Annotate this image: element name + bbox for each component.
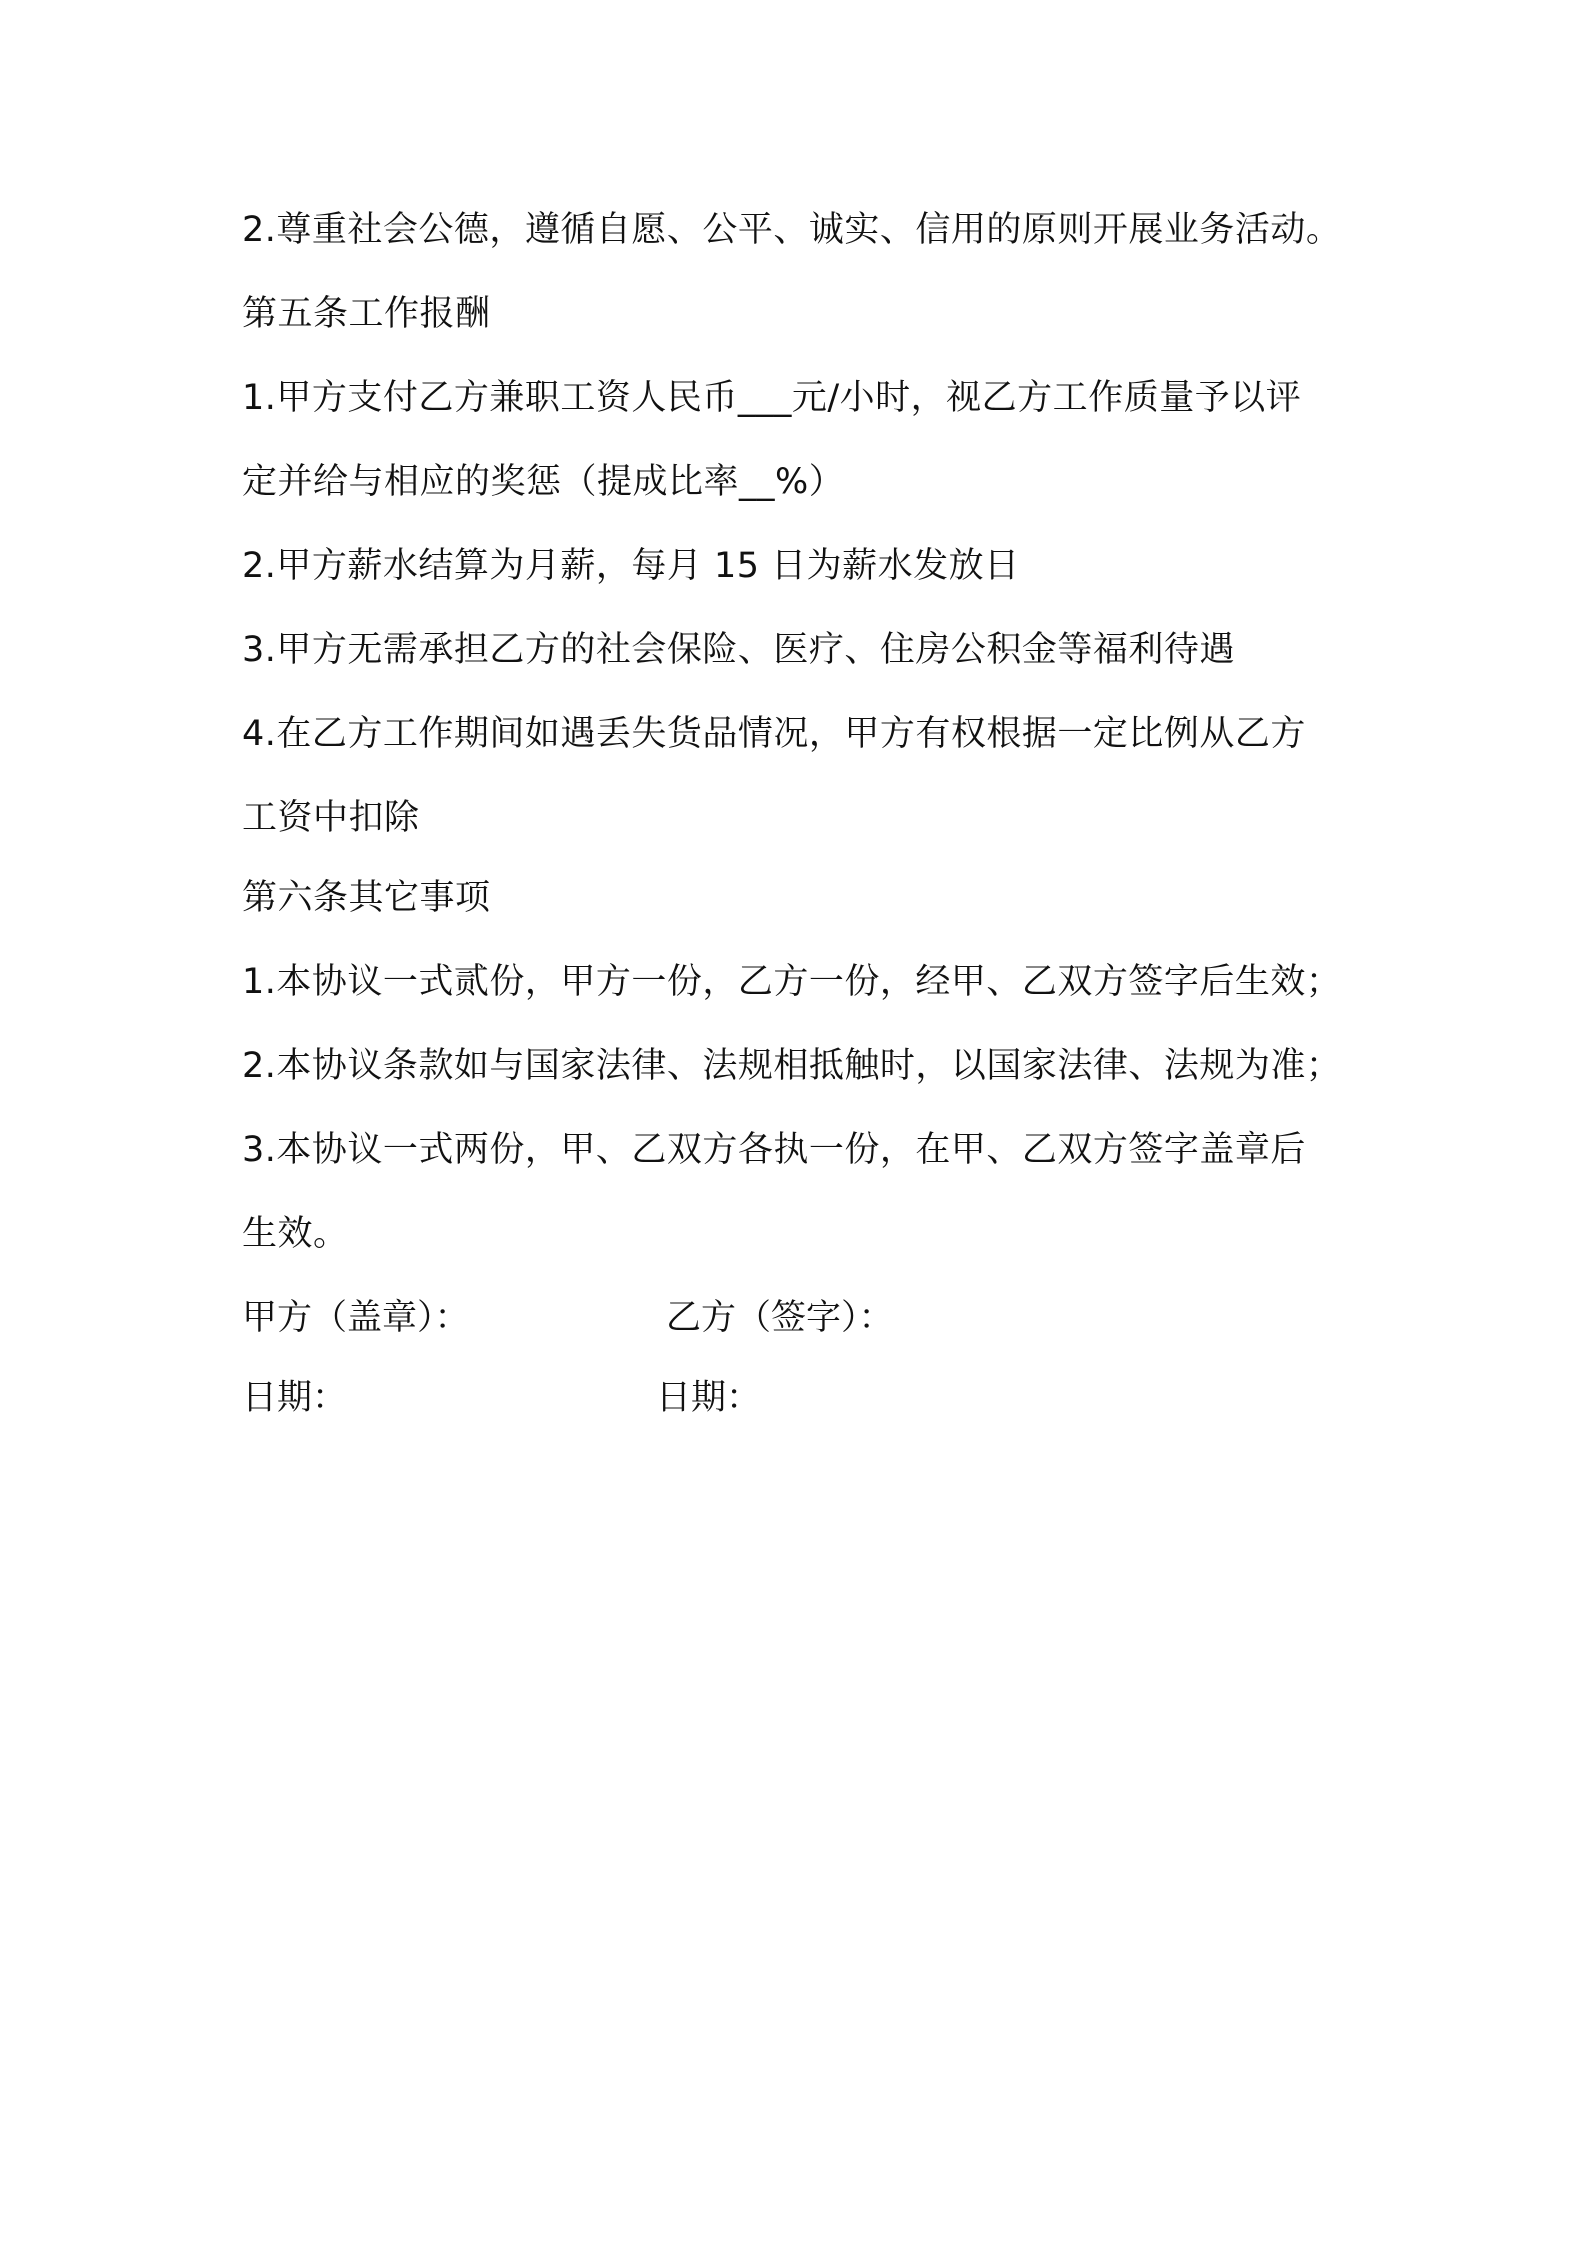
party-b-signature-label: 乙方（签字）： — [666, 1298, 894, 1338]
party-a-seal-label: 甲方（盖章）： — [242, 1298, 470, 1338]
clause-line: 1.甲方支付乙方兼职工资人民币___元/小时，视乙方工作质量予以评 — [242, 378, 1302, 418]
clause-line: 生效。 — [242, 1214, 349, 1254]
clause-line: 3.本协议一式两份，甲、乙双方各执一份，在甲、乙双方签字盖章后 — [242, 1130, 1306, 1170]
section-heading-6: 第六条其它事项 — [242, 878, 491, 918]
section-heading-5: 第五条工作报酬 — [242, 294, 491, 334]
clause-line: 2.尊重社会公德，遵循自愿、公平、诚实、信用的原则开展业务活动。 — [242, 210, 1342, 250]
clause-line: 4.在乙方工作期间如遇丢失货品情况，甲方有权根据一定比例从乙方 — [242, 714, 1306, 754]
clause-line: 3.甲方无需承担乙方的社会保险、医疗、住房公积金等福利待遇 — [242, 630, 1235, 670]
clause-line: 2.甲方薪水结算为月薪，每月 15 日为薪水发放日 — [242, 546, 1020, 586]
clause-line: 1.本协议一式贰份，甲方一份，乙方一份，经甲、乙双方签字后生效； — [242, 962, 1342, 1002]
clause-line: 2.本协议条款如与国家法律、法规相抵触时，以国家法律、法规为准； — [242, 1046, 1342, 1086]
party-b-date-label: 日期： — [656, 1378, 762, 1418]
clause-line: 定并给与相应的奖惩（提成比率__%） — [242, 462, 845, 502]
party-a-date-label: 日期： — [242, 1378, 348, 1418]
clause-line: 工资中扣除 — [242, 798, 420, 838]
